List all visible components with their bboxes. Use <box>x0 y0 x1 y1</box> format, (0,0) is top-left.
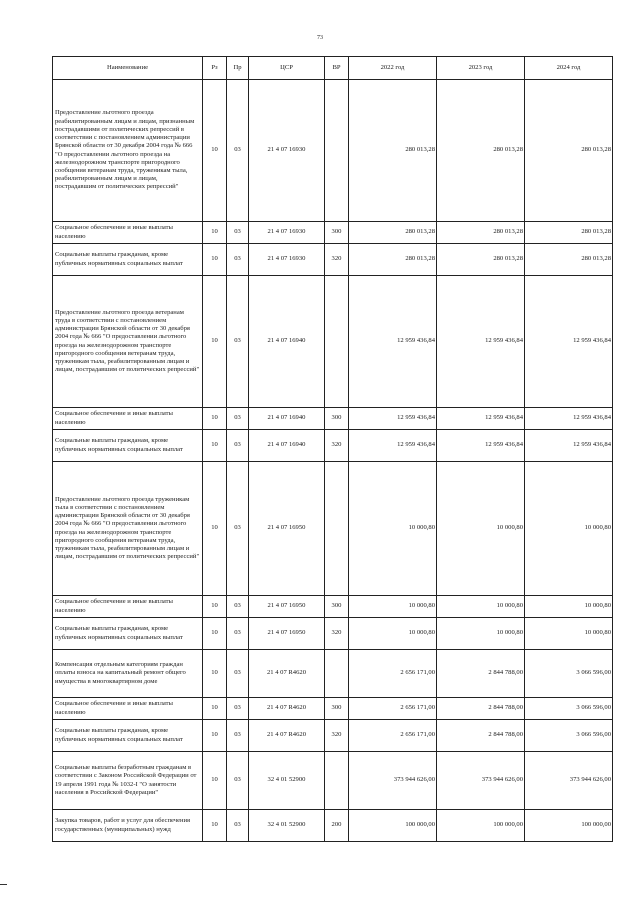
row-2022: 2 656 171,00 <box>349 650 437 698</box>
row-2023: 280 013,28 <box>437 80 525 222</box>
row-rz: 10 <box>203 698 227 720</box>
row-2022: 12 959 436,84 <box>349 408 437 430</box>
table-row <box>53 80 613 222</box>
row-rz: 10 <box>203 276 227 408</box>
row-2022: 12 959 436,84 <box>349 276 437 408</box>
table-row <box>53 618 613 650</box>
row-csr: 21 4 07 16930 <box>249 80 325 222</box>
row-rz: 10 <box>203 462 227 596</box>
row-csr: 21 4 07 16940 <box>249 408 325 430</box>
row-2023: 280 013,28 <box>437 244 525 276</box>
row-2022: 280 013,28 <box>349 222 437 244</box>
row-2024: 10 000,80 <box>525 618 613 650</box>
row-2024: 280 013,28 <box>525 80 613 222</box>
row-rz: 10 <box>203 80 227 222</box>
row-pr: 03 <box>227 462 249 596</box>
row-2022: 2 656 171,00 <box>349 720 437 752</box>
table-row <box>53 596 613 618</box>
header-rz: Рз <box>203 57 227 80</box>
row-pr: 03 <box>227 650 249 698</box>
page-number: 73 <box>317 35 323 41</box>
table-row <box>53 698 613 720</box>
row-rz: 10 <box>203 222 227 244</box>
row-2023: 100 000,00 <box>437 810 525 842</box>
row-vr <box>325 650 349 698</box>
row-2023: 373 944 626,00 <box>437 752 525 810</box>
header-pr: Пр <box>227 57 249 80</box>
row-csr: 21 4 07 16930 <box>249 222 325 244</box>
table-row <box>53 650 613 698</box>
table-row <box>53 408 613 430</box>
row-pr: 03 <box>227 810 249 842</box>
row-2024: 3 066 596,00 <box>525 720 613 752</box>
row-2023: 10 000,80 <box>437 618 525 650</box>
row-csr: 32 4 01 52900 <box>249 752 325 810</box>
row-rz: 10 <box>203 752 227 810</box>
row-pr: 03 <box>227 276 249 408</box>
row-csr: 21 4 07 16940 <box>249 276 325 408</box>
header-name: Наименование <box>53 57 203 80</box>
row-rz: 10 <box>203 810 227 842</box>
row-name: Предоставление льготного проезда ветеранам труда в соответствии с постановлением администрации Брянской области от 30 декабря 2004 года № 666 "О предоставлении льготного проезда на железнодорожном транспорте пригородного сообщения ветеранам труда, труженикам тыла, реабилитированным лицам и лицам, пострадавшим от политических репрессий" <box>53 276 203 408</box>
row-2024: 12 959 436,84 <box>525 430 613 462</box>
row-name: Социальное обеспечение и иные выплаты населению <box>53 596 203 618</box>
row-vr <box>325 462 349 596</box>
row-pr: 03 <box>227 720 249 752</box>
row-2024: 10 000,80 <box>525 596 613 618</box>
row-2022: 373 944 626,00 <box>349 752 437 810</box>
row-2022: 2 656 171,00 <box>349 698 437 720</box>
row-name: Социальные выплаты гражданам, кроме публичных нормативных социальных выплат <box>53 244 203 276</box>
row-2024: 280 013,28 <box>525 222 613 244</box>
row-vr: 300 <box>325 408 349 430</box>
row-pr: 03 <box>227 430 249 462</box>
row-name: Социальные выплаты гражданам, кроме публичных нормативных социальных выплат <box>53 618 203 650</box>
row-vr: 320 <box>325 244 349 276</box>
row-vr: 200 <box>325 810 349 842</box>
header-2022: 2022 год <box>349 57 437 80</box>
row-pr: 03 <box>227 752 249 810</box>
row-2022: 12 959 436,84 <box>349 430 437 462</box>
row-csr: 21 4 07 16950 <box>249 618 325 650</box>
table-row <box>53 462 613 596</box>
row-2023: 10 000,80 <box>437 462 525 596</box>
row-2023: 12 959 436,84 <box>437 430 525 462</box>
row-pr: 03 <box>227 244 249 276</box>
row-rz: 10 <box>203 244 227 276</box>
row-csr: 21 4 07 16950 <box>249 596 325 618</box>
page-edge-mark <box>0 884 7 885</box>
row-vr <box>325 80 349 222</box>
row-2023: 2 844 788,00 <box>437 650 525 698</box>
row-csr: 21 4 07 16940 <box>249 430 325 462</box>
header-vr: ВР <box>325 57 349 80</box>
row-csr: 21 4 07 16950 <box>249 462 325 596</box>
row-2022: 100 000,00 <box>349 810 437 842</box>
row-2024: 3 066 596,00 <box>525 650 613 698</box>
row-name: Социальное обеспечение и иные выплаты населению <box>53 408 203 430</box>
row-rz: 10 <box>203 408 227 430</box>
table-row <box>53 430 613 462</box>
row-2022: 280 013,28 <box>349 80 437 222</box>
row-vr: 300 <box>325 222 349 244</box>
budget-table <box>52 56 613 842</box>
row-2024: 3 066 596,00 <box>525 698 613 720</box>
row-rz: 10 <box>203 596 227 618</box>
row-2023: 12 959 436,84 <box>437 408 525 430</box>
row-rz: 10 <box>203 650 227 698</box>
row-csr: 21 4 07 R4620 <box>249 698 325 720</box>
table-row <box>53 810 613 842</box>
row-name: Социальные выплаты гражданам, кроме публичных нормативных социальных выплат <box>53 720 203 752</box>
row-2022: 10 000,80 <box>349 618 437 650</box>
row-2024: 100 000,00 <box>525 810 613 842</box>
row-rz: 10 <box>203 430 227 462</box>
row-rz: 10 <box>203 720 227 752</box>
row-2024: 373 944 626,00 <box>525 752 613 810</box>
row-2023: 12 959 436,84 <box>437 276 525 408</box>
row-2023: 280 013,28 <box>437 222 525 244</box>
row-rz: 10 <box>203 618 227 650</box>
row-csr: 21 4 07 16930 <box>249 244 325 276</box>
header-csr: ЦСР <box>249 57 325 80</box>
row-pr: 03 <box>227 408 249 430</box>
header-2023: 2023 год <box>437 57 525 80</box>
row-vr <box>325 752 349 810</box>
row-name: Предоставление льготного проезда реабилитированным лицам и лицам, признанным пострадавшими от политических репрессий в соответствии с постановлением администрации Брянской области от 30 декабря 2004 года № 666 "О предоставлении льготного проезда на железнодорожном транспорте пригородного сообщения ветеранам труда, труженикам тыла, реабилитированным лицам и лицам, пострадавшим от политических репрессий" <box>53 80 203 222</box>
row-pr: 03 <box>227 222 249 244</box>
row-vr <box>325 276 349 408</box>
row-2022: 10 000,80 <box>349 596 437 618</box>
row-name: Социальное обеспечение и иные выплаты населению <box>53 698 203 720</box>
row-csr: 21 4 07 R4620 <box>249 650 325 698</box>
table-row <box>53 276 613 408</box>
row-2023: 2 844 788,00 <box>437 720 525 752</box>
table-row <box>53 720 613 752</box>
row-pr: 03 <box>227 596 249 618</box>
row-name: Социальные выплаты гражданам, кроме публичных нормативных социальных выплат <box>53 430 203 462</box>
row-2024: 10 000,80 <box>525 462 613 596</box>
row-vr: 320 <box>325 430 349 462</box>
table-row <box>53 752 613 810</box>
row-pr: 03 <box>227 618 249 650</box>
row-csr: 21 4 07 R4620 <box>249 720 325 752</box>
row-vr: 300 <box>325 698 349 720</box>
row-pr: 03 <box>227 80 249 222</box>
row-2022: 280 013,28 <box>349 244 437 276</box>
row-vr: 320 <box>325 618 349 650</box>
row-name: Закупка товаров, работ и услуг для обеспечения государственных (муниципальных) нужд <box>53 810 203 842</box>
row-2024: 280 013,28 <box>525 244 613 276</box>
row-2024: 12 959 436,84 <box>525 276 613 408</box>
row-vr: 300 <box>325 596 349 618</box>
row-2022: 10 000,80 <box>349 462 437 596</box>
row-csr: 32 4 01 52900 <box>249 810 325 842</box>
row-name: Социальные выплаты безработным гражданам в соответствии с Законом Российской Федерации от 19 апреля 1991 года № 1032-I "О занятости населения в Российской Федерации" <box>53 752 203 810</box>
row-2023: 10 000,80 <box>437 596 525 618</box>
table-header-row <box>53 57 613 80</box>
row-name: Социальное обеспечение и иные выплаты населению <box>53 222 203 244</box>
budget-table-container <box>52 56 612 842</box>
header-2024: 2024 год <box>525 57 613 80</box>
row-name: Компенсация отдельным категориям граждан оплаты взноса на капитальный ремонт общего имущества в многоквартирном доме <box>53 650 203 698</box>
row-name: Предоставление льготного проезда труженикам тыла в соответствии с постановлением администрации Брянской области от 30 декабря 2004 года № 666 "О предоставлении льготного проезда на железнодорожном транспорте пригородного сообщения ветеранам труда, труженикам тыла, реабилитированным лицам и лицам, пострадавшим от политических репрессий" <box>53 462 203 596</box>
row-pr: 03 <box>227 698 249 720</box>
table-row <box>53 244 613 276</box>
row-vr: 320 <box>325 720 349 752</box>
row-2024: 12 959 436,84 <box>525 408 613 430</box>
table-row <box>53 222 613 244</box>
row-2023: 2 844 788,00 <box>437 698 525 720</box>
